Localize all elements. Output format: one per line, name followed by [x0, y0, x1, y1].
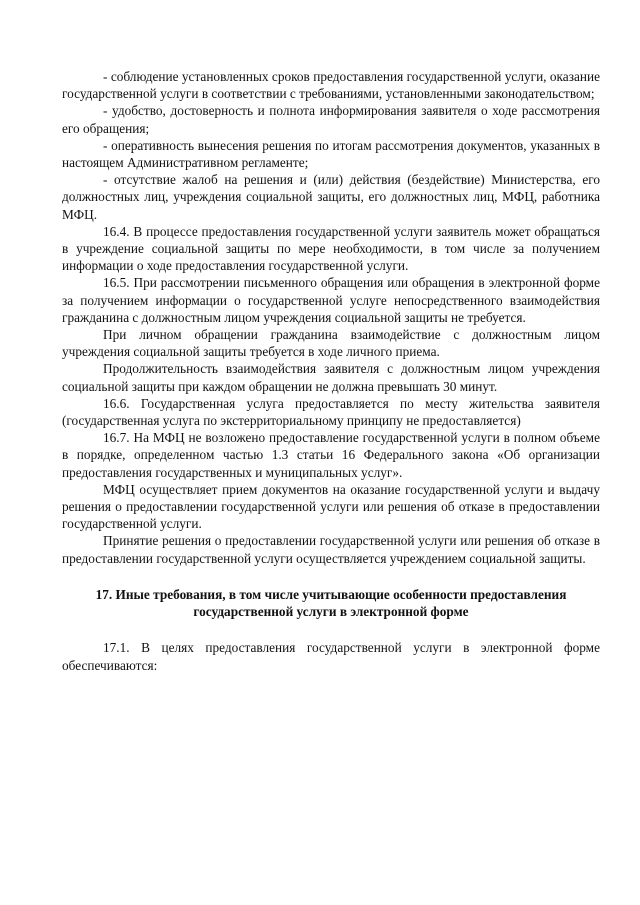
section-heading-17 [62, 586, 600, 620]
paragraph-duration: Продолжительность взаимодействия заявителя с должностным лицом учреждения социальной защиты при каждом обращении не должна превышать 30 минут. [62, 361, 600, 394]
paragraph-requirement-complaints: - отсутствие жалоб на решения и (или) действия (бездействие) Министерства, его должностных лиц, учреждения социальной защиты, его должностных лиц, МФЦ, работника МФЦ. [62, 172, 600, 222]
paragraph-requirement-decision: - оперативность вынесения решения по итогам рассмотрения документов, указанных в настоящем Административном регламенте; [62, 137, 600, 171]
paragraph-16-4: 16.4. В процессе предоставления государственной услуги заявитель может обращаться в учреждение социальной защиты по мере необходимости, в том числе за получением информации о ходе предоставления государственной услуги. [62, 223, 600, 274]
section-heading-line2: государственной услуги в электронной форме [193, 604, 469, 620]
paragraph-decision-authority: Принятие решения о предоставлении государственной услуги или решения об отказе в предоставлении государственной услуги осуществляется учреждением социальной защиты. [62, 533, 600, 566]
paragraph-mfc-intake: МФЦ осуществляет прием документов на оказание государственной услуги и выдачу решения о предоставлении государственной услуги или решения об отказе в предоставлении государственной услуги. [62, 481, 600, 532]
document-page [62, 68, 600, 674]
paragraph-requirement-information: - удобство, достоверность и полнота информирования заявителя о ходе рассмотрения его обращения; [62, 103, 600, 136]
paragraph-16-6: 16.6. Государственная услуга предоставляется по месту жительства заявителя (государственная услуга по экстерриториальному принципу не предоставляется) [62, 395, 600, 429]
paragraph-personal-visit: При личном обращении гражданина взаимодействие с должностным лицом учреждения социальной защиты требуется в ходе личного приема. [62, 327, 600, 360]
paragraph-17-1: 17.1. В целях предоставления государственной услуги в электронной форме обеспечиваются: [62, 640, 600, 673]
paragraph-16-5: 16.5. При рассмотрении письменного обращения или обращения в электронной форме за получением информации о государственной услуге непосредственного взаимодействия гражданина с должностным лицом учреждения социальной защиты не требуется. [62, 275, 600, 325]
paragraph-requirement-deadlines: - соблюдение установленных сроков предоставления государственной услуги, оказание государственной услуги в соответствии с требованиями, установленными законодательством; [62, 69, 600, 102]
section-heading-line1: 17. Иные требования, в том числе учитывающие особенности предоставления [95, 586, 567, 602]
paragraph-16-7: 16.7. На МФЦ не возложено предоставление государственной услуги в полном объеме в порядке, определенном частью 1.3 статьи 16 Федерального закона «Об организации предоставления государственных и муниципальных услуг». [62, 430, 600, 480]
